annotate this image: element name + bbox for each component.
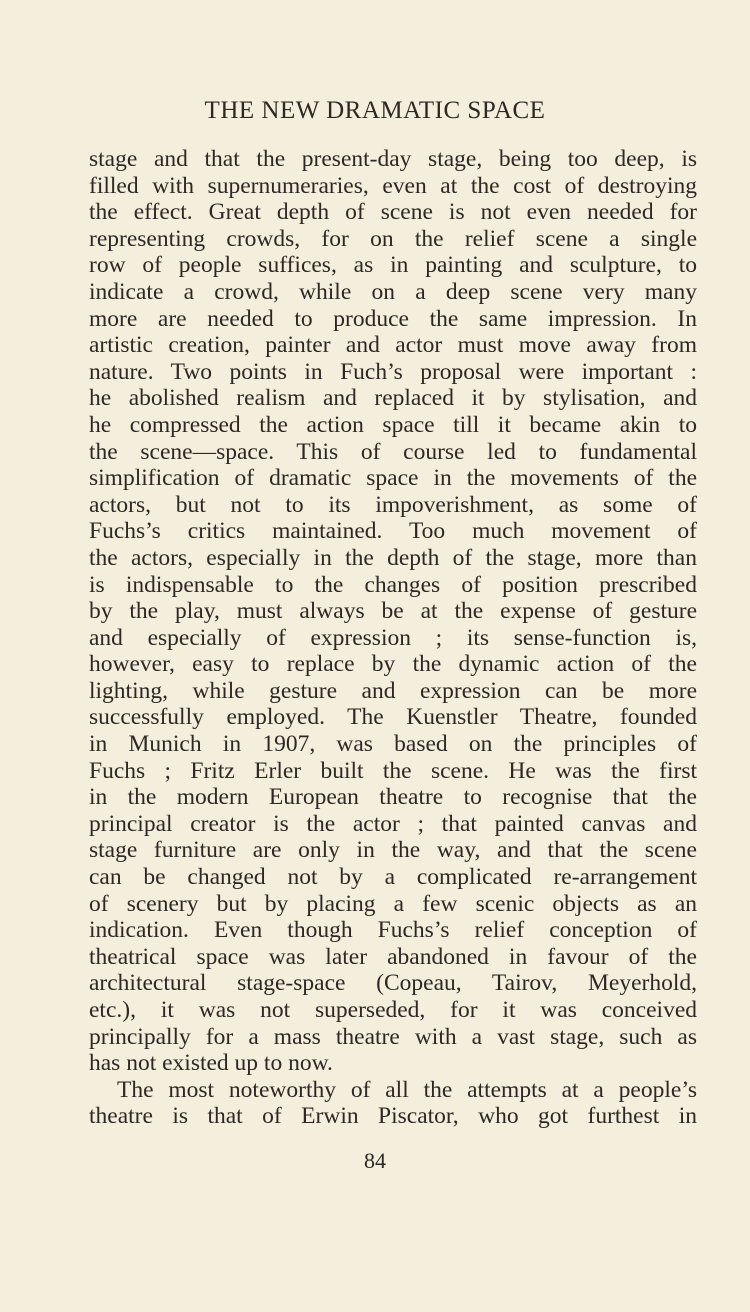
text-line: The most noteworthy of all the attempts at a people’s (117, 1076, 697, 1103)
text-line: artistic creation, painter and actor must move away from (89, 332, 697, 359)
running-head-title: THE NEW DRAMATIC SPACE (204, 97, 546, 124)
text-line: and especially of expression ; its sense-function is, (89, 624, 697, 651)
text-line: principally for a mass theatre with a vast stage, such as (89, 1023, 697, 1050)
text-line: theatre is that of Erwin Piscator, who got furthest in (89, 1103, 697, 1130)
text-line: he abolished realism and replaced it by stylisation, and (89, 385, 697, 412)
text-line: nature. Two points in Fuch’s proposal were important : (89, 358, 697, 385)
text-line: in the modern European theatre to recognise that the (89, 784, 697, 811)
text-line: is indispensable to the changes of position prescribed (89, 571, 697, 598)
text-line: successfully employed. The Kuenstler Theatre, founded (89, 704, 697, 731)
text-line: stage furniture are only in the way, and that the scene (89, 837, 697, 864)
paragraph (89, 1077, 697, 1130)
text-line: can be changed not by a complicated re-arrangement (89, 864, 697, 891)
text-line: indicate a crowd, while on a deep scene very many (89, 278, 697, 305)
text-line: stage and that the present-day stage, being too deep, is (89, 146, 697, 172)
text-line: representing crowds, for on the relief scene a single (89, 225, 697, 252)
text-line: the effect. Great depth of scene is not even needed for (89, 199, 697, 226)
text-line: etc.), it was not superseded, for it was conceived (89, 997, 697, 1023)
text-line: theatrical space was later abandoned in favour of the (89, 943, 697, 970)
text-line: Fuchs’s critics maintained. Too much movement of (89, 518, 697, 545)
text-line: lighting, while gesture and expression can be more (89, 677, 697, 704)
paragraph (89, 146, 697, 1077)
body-text (89, 146, 697, 1130)
text-line: filled with supernumeraries, even at the cost of destroying (89, 172, 697, 199)
text-line: actors, but not to its impoverishment, as some of (89, 491, 697, 518)
text-line: however, easy to replace by the dynamic action of the (89, 651, 697, 678)
text-line: principal creator is the actor ; that painted canvas and (89, 810, 697, 837)
text-line: indication. Even though Fuchs’s relief conception of (89, 917, 697, 944)
text-line: in Munich in 1907, was based on the principles of (89, 731, 697, 758)
text-line: row of people suffices, as in painting and sculpture, to (89, 252, 697, 279)
text-line: Fuchs ; Fritz Erler built the scene. He was the first (89, 757, 697, 784)
text-line: he compressed the action space till it became akin to (89, 411, 697, 438)
text-line: the scene—space. This of course led to fundamental (89, 438, 697, 465)
text-line: more are needed to produce the same impression. In (89, 305, 697, 332)
text-line: of scenery but by placing a few scenic objects as an (89, 890, 697, 917)
text-line: by the play, must always be at the expense of gesture (89, 598, 697, 625)
text-line: simplification of dramatic space in the movements of the (89, 465, 697, 492)
text-line: has not existed up to now. (89, 1050, 333, 1077)
text-line: architectural stage-space (Copeau, Tairov, Meyerhold, (89, 970, 697, 997)
page-number: 84 (364, 1148, 386, 1173)
text-line: the actors, especially in the depth of the stage, more than (89, 544, 697, 571)
